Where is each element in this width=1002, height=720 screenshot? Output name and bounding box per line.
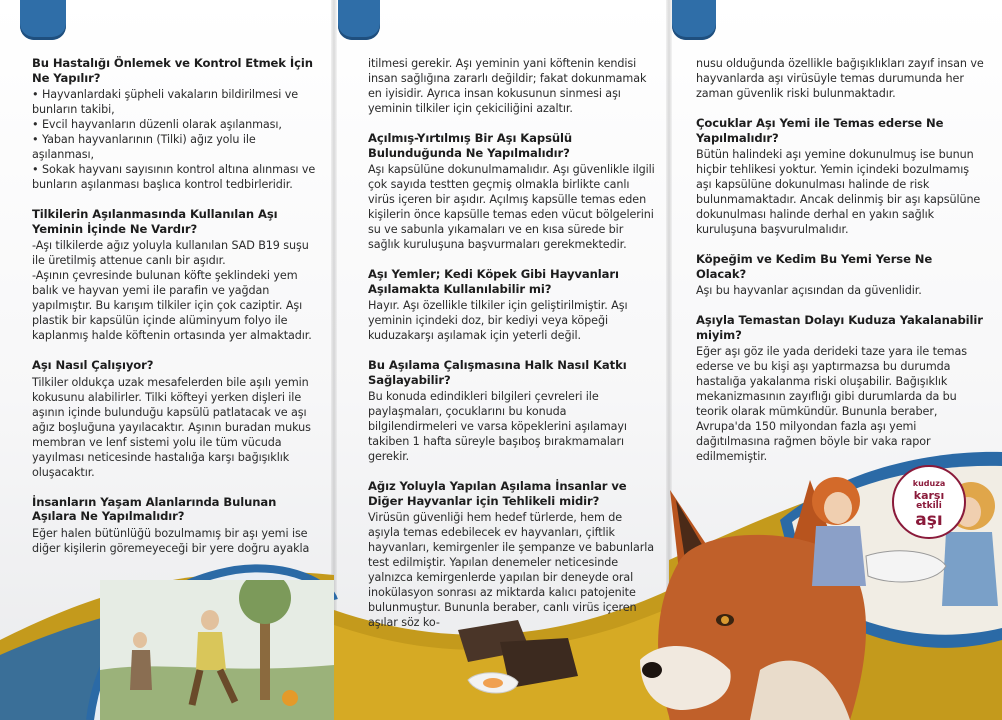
column-left xyxy=(32,56,318,571)
section-title: Çocuklar Aşı Yemi ile Temas ederse Ne Yapılmalıdır? xyxy=(696,116,944,145)
section-title: Bu Aşılama Çalışmasına Halk Nasıl Katkı Sağlayabilir? xyxy=(368,358,627,387)
paragraph: Eğer aşı göz ile yada derideki taze yara ile temas ederse ve bu kişi aşı yaptırmazsa bu durumda hastalığa yakalanma riski oluşabilir. Bağışıklık mekanizmasının zayıflığı gibi durumlarda da bu teorik olarak mümkündür. Bununla beraber, Avrupa'da 150 milyondan fazla aşı yemi dağıtılmasına rağmen böyle bir vaka rapor edilmemiştir. xyxy=(696,345,967,463)
section-pets-vaccine xyxy=(368,267,656,343)
section-oral-safety xyxy=(368,479,656,630)
section-title: İnsanların Yaşam Alanlarında Bulunan Aşılara Ne Yapılmalıdır? xyxy=(32,494,277,523)
logo-line-1: kuduza xyxy=(912,479,946,488)
section-rabies-risk xyxy=(696,313,984,464)
section-title: Aşı Yemler; Kedi Köpek Gibi Hayvanları Aşılamakta Kullanılabilir mi? xyxy=(368,267,619,296)
paragraph: -Aşı tilkilerde ağız yoluyla kullanılan SAD B19 suşu ile üretilmiş attenue canlı bir aşıdır. xyxy=(32,239,309,267)
paragraph: Aşı bu hayvanlar açısından da güvenlidir. xyxy=(696,284,922,297)
paragraph: Bütün halindeki aşı yemine dokunulmuş ise bunun hiçbir tehlikesi yoktur. Yemin içindeki bozulmamış aşı kapsülüne dokunulması halinde de risk bulunmamaktadır. Ancak delinmiş bir aşı kapsülüne dokunulması halinde derhal en yakın sağlık kuruluşuna başvurulmalıdır. xyxy=(696,148,981,236)
section-pet-eats-bait xyxy=(696,252,984,298)
column-middle xyxy=(368,56,656,645)
section-title: Aşıyla Temastan Dolayı Kuduza Yakalanabilir miyim? xyxy=(696,313,983,342)
paragraph: -Aşının çevresinde bulunan köfte şeklindeki yem balık ve hayvan yemi ile parafin ve yağdan yapılmıştır. Bu karışım tilkiler için çok caziptir. Aşı plastik bir kapsülün içinde alüminyum folyo ile kaplanmış halde köftenin ortasında yer almaktadır. xyxy=(32,269,312,342)
column-right xyxy=(696,56,984,479)
section-title: Açılmış-Yırtılmış Bir Aşı Kapsülü Bulunduğunda Ne Yapılmalıdır? xyxy=(368,131,573,160)
logo-line-2: karşı xyxy=(913,489,945,502)
paragraph: Aşı kapsülüne dokunulmamalıdır. Aşı güvenlikle ilgili çok sayıda testten geçmiş olmakla birlikte canlı virüs içeren bir aşıdır. Açılmış kapsülle temas eden kişilerin önce kapsülle temas eden vücut bölgelerini su ve sabunla yıkamaları ve en kısa sürede bir sağlık kuruluşuna başvurmaları gerekmektedir. xyxy=(368,163,655,251)
paragraph: Eğer halen bütünlüğü bozulmamış bir aşı yemi ise diğer kişilerin göremeyeceği bir yere doğru ayakla xyxy=(32,526,310,555)
list-item: • Yaban hayvanlarının (Tilki) ağız yolu ile aşılanması, xyxy=(32,133,256,161)
section-title: Aşı Nasıl Çalışıyor? xyxy=(32,358,154,372)
logo-line-3: etkili xyxy=(916,501,942,511)
list-item: • Hayvanlardaki şüpheli vakaların bildirilmesi ve bunların takibi, xyxy=(32,88,298,116)
section-title: Tilkilerin Aşılanmasında Kullanılan Aşı Yeminin İçinde Ne Vardır? xyxy=(32,207,278,236)
section-opened-capsule xyxy=(368,131,656,252)
section-title: Ağız Yoluyla Yapılan Aşılama İnsanlar ve Diğer Hayvanlar için Tehlikeli midir? xyxy=(368,479,627,508)
section-prevention xyxy=(32,56,318,192)
section-how-it-works xyxy=(32,358,318,480)
paragraph: Virüsün güvenliği hem hedef türlerde, hem de aşıyla temas edebilecek ev hayvanları, çiftlik hayvanları, kemirgenler ile şempanze ve babunlarla test edilmiştir. Yapılan denemeler neticesinde yalnızca kemirgenlerde yapılan bir deneyde oral inokülasyon sonrası az miktarda kalıcı patojenite bulunmuştur. Bununla beraber, canlı virüs içeren aşılar söz ko- xyxy=(368,511,654,629)
paragraph: itilmesi gerekir. Aşı yeminin yani köftenin kendisi insan sağlığına zararlı değildir; fakat dokunmamak en iyisidir. Ayrıca insan kokusunun sinmesi aşı yeminin tilkiler için çekiciliğini azaltır. xyxy=(368,57,647,115)
logo-line-4: aşı xyxy=(915,510,943,530)
paragraph: Bu konuda edindikleri bilgileri çevreleri ile paylaşmaları, çocuklarını bu konuda bilgilendirmeleri ve varsa köpeklerini aşılamayı takiben 1 hafta süreyle başıboş bırakmamaları gerekir. xyxy=(368,390,627,463)
hiker-illustration xyxy=(100,580,334,720)
section-title: Bu Hastalığı Önlemek ve Kontrol Etmek İçin Ne Yapılır? xyxy=(32,56,313,85)
section-children-contact xyxy=(696,116,984,237)
paragraph: Hayır. Aşı özellikle tilkiler için geliştirilmiştir. Aşı yeminin içindeki doz, bir kediyi veya köpeği kuduzakarşı aşılamak için yeterli değil. xyxy=(368,299,628,342)
section-public-contribution xyxy=(368,358,656,464)
list-item: • Evcil hayvanların düzenli olarak aşılanması, xyxy=(32,118,282,131)
paragraph: nusu olduğunda özellikle bağışıklıkları zayıf insan ve hayvanlarda aşı virüsüyle temas durumunda her zaman güvenlik riski bulunmaktadır. xyxy=(696,57,984,100)
section-continued xyxy=(696,56,984,101)
section-title: Köpeğim ve Kedim Bu Yemi Yerse Ne Olacak? xyxy=(696,252,933,281)
section-continued xyxy=(368,56,656,116)
section-vaccine-content xyxy=(32,207,318,343)
paragraph: Tilkiler oldukça uzak mesafelerden bile aşılı yemin kokusunu alabilirler. Tilki köfteyi yerken dişleri ile aşının içinde bulunduğu kapsülü patlatacak ve aşı ağız boşluğuna yayılacaktır. Aşının buradan mukus membran ve lenf sistemi yolu ile tüm vücuda yayılması neticesinde hastalığa karşı bağışıklık oluşacaktır. xyxy=(32,375,311,479)
list-item: • Sokak hayvanı sayısının kontrol altına alınması ve bunların aşılanması başlıca kontrol tedbirleridir. xyxy=(32,163,316,191)
section-living-areas xyxy=(32,495,318,556)
